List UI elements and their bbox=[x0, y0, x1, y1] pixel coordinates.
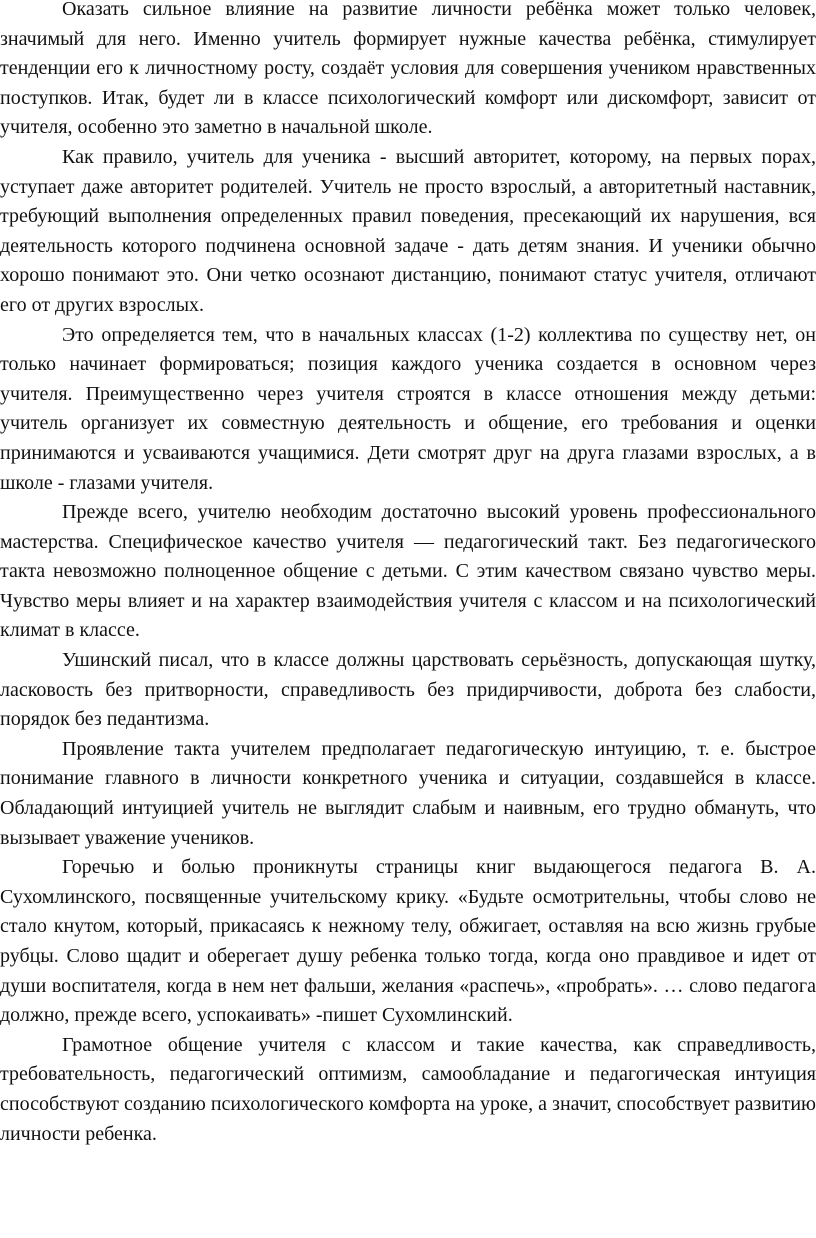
paragraph-primary-classes: Это определяется тем, что в начальных классах (1-2) коллектива по существу нет, он только начинает формироваться; позиция каждого ученика создается в основном через учителя. Преимущественно через учителя строятся в классе отношения между детьми: учитель организует их совместную деятельность и общение, его требования и оценки принимаются и усваиваются учащимися. Дети смотрят друг на друга глазами взрослых, а в школе - глазами учителя. bbox=[0, 323, 816, 494]
paragraph-influence: Оказать сильное влияние на развитие личности ребёнка может только человек, значимый для него. Именно учитель формирует нужные качества ребёнка, стимулирует тенденции его к личностному росту, создаёт условия для совершения учеником нравственных поступков. Итак, будет ли в классе психологический комфорт или дискомфорт, зависит от учителя, особенно это заметно в начальной школе. bbox=[0, 0, 816, 139]
paragraph-sukhomlinsky: Горечью и болью проникнуты страницы книг выдающегося педагога В. А. Сухомлинского, посвященные учительскому крику. «Будьте осмотрительны, чтобы слово не стало кнутом, который, прикасаясь к нежному телу, обжигает, оставляя на всю жизнь грубые рубцы. Слово щадит и оберегает душу ребенка только тогда, когда оно правдивое и идет от души воспитателя, когда в нем нет фальши, желания «распечь», «пробрать». … слово педагога должно, прежде всего, успокаивать» -пишет Сухомлинский. bbox=[0, 856, 816, 1027]
paragraph-conclusion: Грамотное общение учителя с классом и такие качества, как справедливость, требовательность, педагогический оптимизм, самообладание и педагогическая интуиция способствуют созданию психологического комфорта на уроке, а значит, способствует развитию личности ребенка. bbox=[0, 1033, 816, 1145]
paragraph-pedagogical-tact: Прежде всего, учителю необходим достаточно высокий уровень профессионального мастерства. Специфическое качество учителя — педагогический такт. Без педагогического такта невозможно полноценное общение с детьми. С этим качеством связано чувство меры. Чувство меры влияет и на характер взаимодействия учителя с классом и на психологический климат в классе. bbox=[0, 501, 816, 642]
paragraph-authority: Как правило, учитель для ученика - высший авторитет, которому, на первых порах, уступает даже авторитет родителей. Учитель не просто взрослый, а авторитетный наставник, требующий выполнения определенных правил поведения, пресекающий их нарушения, вся деятельность которого подчинена основной задаче - дать детям знания. И ученики обычно хорошо понимают это. Они четко осознают дистанцию, понимают статус учителя, отличают его от других взрослых. bbox=[0, 145, 816, 316]
paragraph-ushinsky: Ушинский писал, что в классе должны царствовать серьёзность, допускающая шутку, ласковость без притворности, справедливость без придирчивости, доброта без слабости, порядок без педантизма. bbox=[0, 649, 816, 731]
paragraph-intuition: Проявление такта учителем предполагает педагогическую интуицию, т. е. быстрое понимание главного в личности конкретного ученика и ситуации, создавшейся в классе. Обладающий интуицией учитель не выглядит слабым и наивным, его трудно обмануть, что вызывает уважение учеников. bbox=[0, 737, 816, 849]
